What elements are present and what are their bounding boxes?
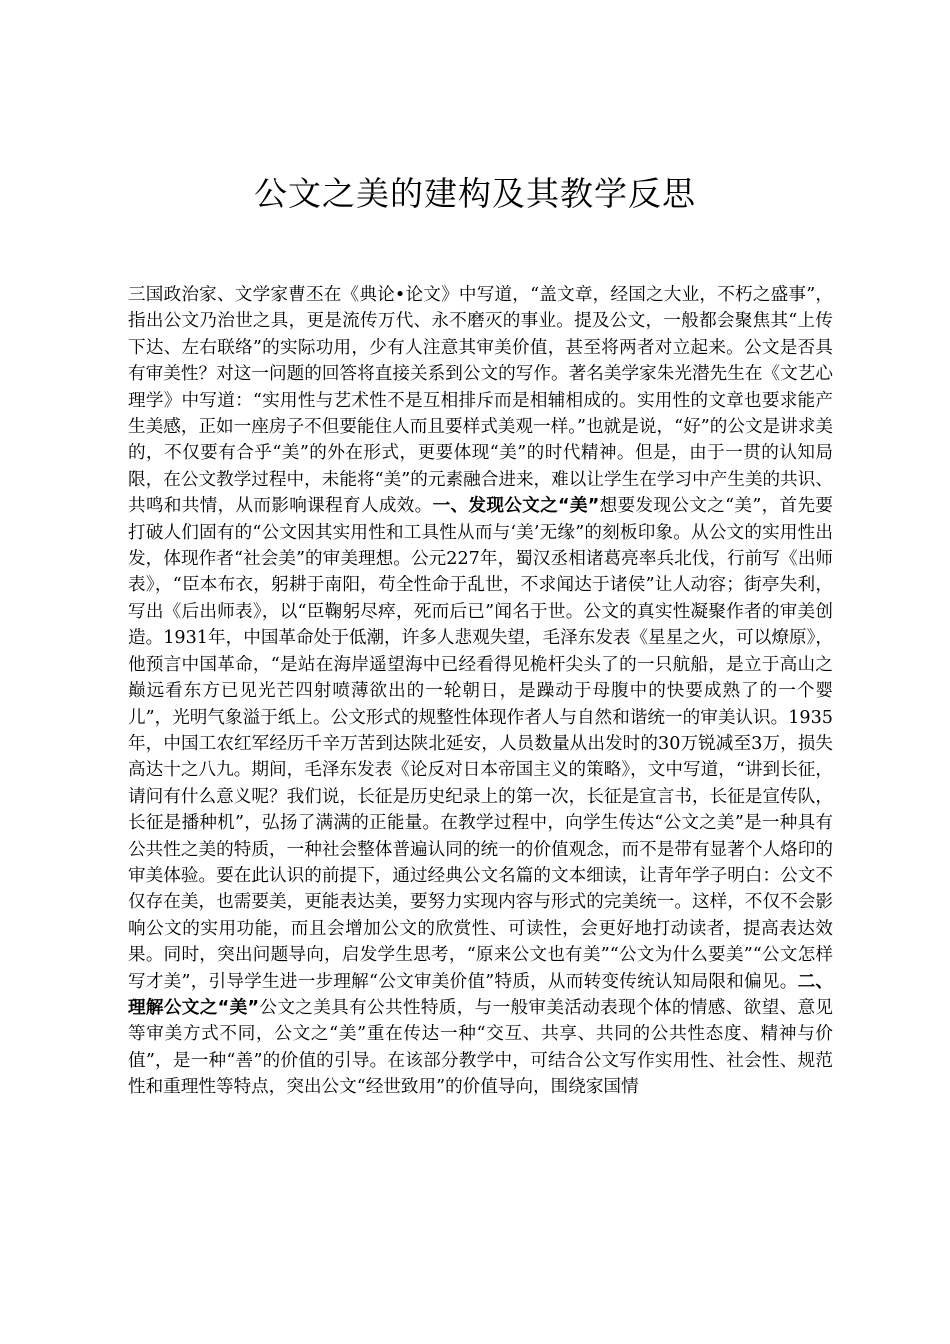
- section-1-text: 想要发现公文之“美”，首先要打破人们固有的“公文因其实用性和工具性从而与‘美’无缘”的刻板印象。从公文的实用性出发，体现作者“社会美”的审美理想。公元227年，蜀汉丞相诸葛亮率兵北伐，行前写《出师表》，“臣本布衣，躬耕于南阳，苟全性命于乱世，不求闻达于诸侯”让人动容；街亭失利，写出《后出师表》，以“臣鞠躬尽瘁，死而后已”闻名于世。公文的真实性凝聚作者的审美创造。1931年，中国革命处于低潮，许多人悲观失望，毛泽东发表《星星之火，可以燎原》，他预言中国革命，“是站在海岸遥望海中已经看得见桅杆尖头了的一只航船，是立于高山之巅远看东方已见光芒四射喷薄欲出的一轮朝日，是躁动于母腹中的快要成熟了的一个婴儿”，光明气象溢于纸上。公文形式的规整性体现作者人与自然和谐统一的审美认识。1935年，中国工农红军经历千辛万苦到达陕北延安，人员数量从出发时的30万锐减至3万，损失高达十之八九。期间，毛泽东发表《论反对日本帝国主义的策略》，文中写道，“讲到长征，请问有什么意义呢？我们说，长征是历史纪录上的第一次，长征是宣言书，长征是宣传队，长征是播种机”，弘扬了满满的正能量。在教学过程中，向学生传达“公文之美”是一种具有公共性之美的特质，一种社会整体普遍认同的统一的价值观念，而不是带有显著个人烙印的审美体验。要在此认识的前提下，通过经典公文名篇的文本细读，让青年学子明白：公文不仅存在美，也需要美，更能表达美，要努力实现内容与形式的完美统一。这样，不仅不会影响公文的实用功能，而且会增加公文的欣赏性、可读性，会更好地打动读者，提高表达效果。同时，突出问题导向，启发学生思考，“原来公文也有美”“公文为什么要美”“公文怎样写才美”，引导学生进一步理解“公文审美价值”特质，从而转变传统认知局限和偏见。: [128, 496, 833, 992]
- intro-paragraph: 三国政治家、文学家曹丕在《典论•论文》中写道，“盖文章，经国之大业，不朽之盛事”，指出公文乃治世之具，更是流传万代、永不磨灭的事业。提及公文，一般都会聚焦其“上传下达、左右联络”的实际功用，少有人注意其审美价值，甚至将两者对立起来。公文是否具有审美性？对这一问题的回答将直接关系到公文的写作。著名美学家朱光潜先生在《文艺心理学》中写道：“实用性与艺术性不是互相排斥而是相辅相成的。实用性的文章也要求能产生美感，正如一座房子不但要能住人而且要样式美观一样。”也就是说，“好”的公文是讲求美的，不仅要有合乎“美”的外在形式，更要体现“美”的时代精神。但是，由于一贯的认知局限，在公文教学过程中，未能将“美”的元素融合进来，难以让学生在学习中产生美的共识、共鸣和共情，从而影响课程育人成效。: [128, 285, 833, 517]
- section-1-heading: 一、发现公文之“美”: [432, 496, 600, 517]
- document-body: [128, 282, 833, 1101]
- document-title: 公文之美的建构及其教学反思: [254, 174, 696, 213]
- section-2-heading: 二、理解公文之“美”: [128, 971, 833, 1018]
- section-2-text: 公文之美具有公共性特质，与一般审美活动表现个体的情感、欲望、意见等审美方式不同，公文之“美”重在传达一种“交互、共享、共同的公共性态度、精神与价值”，是一种“善”的价值的引导。在该部分教学中，可结合公文写作实用性、社会性、规范性和重理性等特点，突出公文“经世致用”的价值导向，围绕家国情: [128, 997, 833, 1098]
